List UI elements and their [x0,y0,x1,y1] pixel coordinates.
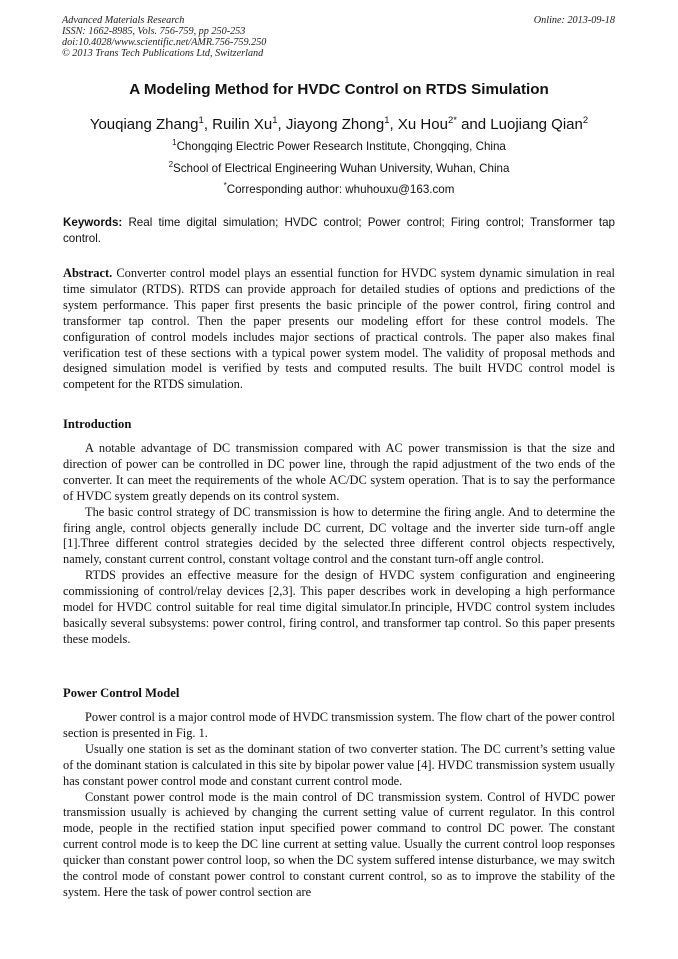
author-sup: 2* [447,115,457,126]
power-control-body [63,710,615,901]
keywords-text: Real time digital simulation; HVDC control; Power control; Firing control; Transformer tap control. [63,216,615,245]
paragraph: RTDS provides an effective measure for the design of HVDC system configuration and engineering commissioning of control/relay devices [2,3]. This paper describes work in developing a high performance model for HVDC control suitable for real time digital simulator.In principle, HVDC control system includes basically several subsystems: power control, firing control, and transformer tap control. So this paper presents these models. [63,568,615,646]
author-list: Youqiang Zhang$^1$, Ruilin Xu$^1$, Jiayong Zhong$^1$, Xu Hou$^{2*}$ and Luojiang Qian$^2$ [89,115,589,133]
corresponding-author: *Corresponding author: whuhouxu@163.com [223,181,455,196]
abstract-label: Abstract. [63,266,113,280]
paragraph: The basic control strategy of DC transmission is how to determine the firing angle. And to determine the firing angle, control objects generally include DC current, DC voltage and the inverter side turn-off angle [1].Three different control strategies decided by the selected three different control objects respectively, namely, constant current control, constant voltage control and the constant turn-off angle control. [63,504,615,567]
paragraph: Power control is a major control mode of HVDC transmission system. The flow chart of the power control section is presented in Fig. 1. [63,710,615,740]
author-name: Youqiang Zhang [89,116,199,133]
copyright-line: © 2013 Trans Tech Publications Ltd, Switzerland [62,48,264,59]
power-control-heading: Power Control Model [63,686,180,700]
affiliation-2: $^2$School of Electrical Engineering Wuhan University, Wuhan, China [168,160,510,175]
doi-line[interactable]: doi:10.4028/www.scientific.net/AMR.756-759.250 [62,37,267,48]
introduction-heading: Introduction [63,417,132,431]
keywords-section [63,215,615,246]
journal-header [62,15,615,59]
online-date: Online: 2013-09-18 [533,15,615,26]
author-sup: 1 [272,115,278,126]
author-sup: 1 [198,115,204,126]
paragraph: Usually one station is set as the dominant station of two converter station. The DC current’s setting value of the dominant station is calculated in this site by bipolar power value [4]. HVDC transmission system usually has constant power control mode and constant current control mode. [63,741,615,788]
paper-title: A Modeling Method for HVDC Control on RTDS Simulation [129,81,549,98]
affiliation-1: $^1$Chongqing Electric Power Research Institute, Chongqing, China [172,138,506,153]
author-name: Ruilin Xu [212,116,273,133]
author-name: Xu Hou [397,116,448,133]
keywords-label: Keywords: [63,216,123,229]
author-name: Jiayong Zhong [285,116,385,133]
issn-line: ISSN: 1662-8985, Vols. 756-759, pp 250-253 [62,26,246,37]
abstract-section [63,266,615,393]
paragraph: Constant power control mode is the main control of DC transmission system. Control of HVDC power transmission usually is achieved by changing the current setting value of current regulator. In this control mode, people in the rectified station input specified power command to control DC power. The constant current control mode is to keep the DC line current at setting value. Usually the current control loop responses quicker than constant power control loop, so when the DC system suffered intense disturbance, we may switch the control mode of constant power control to constant current control, so as to improve the stability of the system. Here the task of power control section are [63,789,615,899]
introduction-body [63,441,615,648]
journal-name: Advanced Materials Research [62,15,185,26]
paragraph: A notable advantage of DC transmission compared with AC power transmission is that the size and direction of power can be controlled in DC power line, through the rapid adjustment of the two ends of the converter. It can meet the requirements of the whole AC/DC system operation. That is to say the performance of HVDC system greatly depends on its control system. [63,441,615,503]
abstract-text: Converter control model plays an essential function for HVDC system dynamic simulation in real time simulator (RTDS). RTDS can provide approach for detailed studies of options and predictions of the system performance. This paper first presents the basic principle of the power control, firing control and transformer tap control. Then the paper presents our modeling effort for these control models. The configuration of control models includes major sections of practical controls. The paper also makes final verification test of these sections with a typical power system model. The validity of proposal methods and designed simulation model is verified by tests and computed results. The built HVDC control model is competent for the RTDS simulation. [63,266,615,392]
author-sup: 1 [384,115,390,126]
author-sup: 2 [582,115,589,126]
author-name: Luojiang Qian [490,116,583,133]
